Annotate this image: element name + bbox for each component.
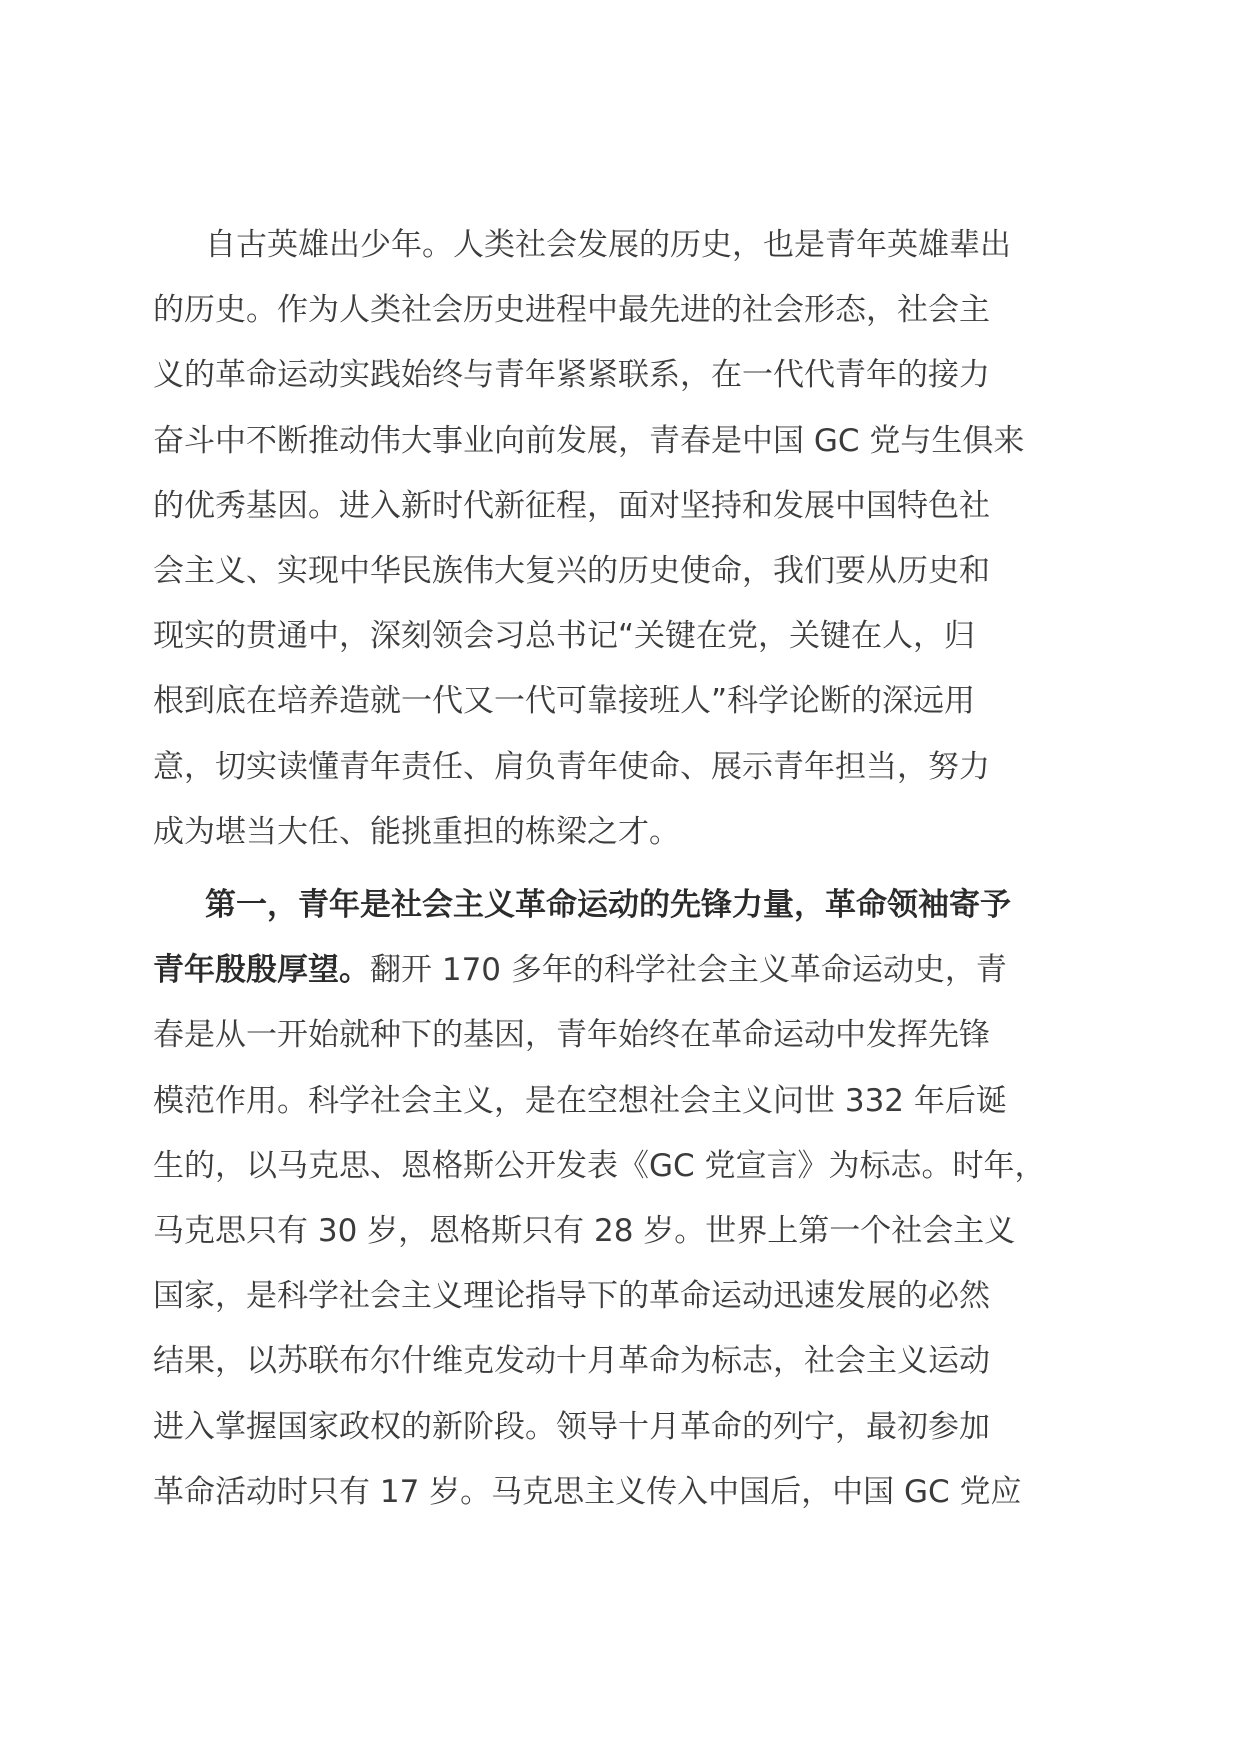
- text-line: 革命活动时只有 17 岁。马克思主义传入中国后，中国 GC 党应: [153, 1473, 1022, 1510]
- document-body: [153, 213, 1088, 1525]
- text-line: 的优秀基因。进入新时代新征程，面对坚持和发展中国特色社: [153, 487, 990, 524]
- text-line: 国家，是科学社会主义理论指导下的革命运动迅速发展的必然: [153, 1278, 990, 1315]
- text-line: 马克思只有 30 岁，恩格斯只有 28 岁。世界上第一个社会主义: [153, 1213, 1016, 1250]
- text-line: 生的，以马克思、恩格斯公开发表《GC 党宣言》为标志。时年，: [153, 1147, 1046, 1184]
- text-line: 会主义、实现中华民族伟大复兴的历史使命，我们要从历史和: [153, 553, 990, 590]
- text-line: 奋斗中不断推动伟大事业向前发展，青春是中国 GC 党与生俱来: [153, 422, 1025, 459]
- text-line: 自古英雄出少年。人类社会发展的历史，也是青年英雄辈出: [205, 227, 1011, 263]
- text-line: 根到底在培养造就一代又一代可靠接班人”科学论断的深远用: [153, 683, 976, 720]
- text-line: 义的革命运动实践始终与青年紧紧联系，在一代代青年的接力: [153, 357, 990, 394]
- text-line: [153, 938, 1088, 1003]
- text-line: 模范作用。科学社会主义，是在空想社会主义问世 332 年后诞: [153, 1082, 1007, 1119]
- text-line: 的历史。作为人类社会历史进程中最先进的社会形态，社会主: [153, 292, 990, 329]
- text-line-rest: 翻开 170 多年的科学社会主义革命运动史，青: [370, 952, 1007, 989]
- text-line: 成为堪当大任、能挑重担的栋梁之才。: [153, 813, 680, 850]
- text-line: 进入掌握国家政权的新阶段。领导十月革命的列宁，最初参加: [153, 1408, 990, 1445]
- text-line: 春是从一开始就种下的基因，青年始终在革命运动中发挥先锋: [153, 1017, 990, 1054]
- paragraph-intro: [153, 213, 1088, 865]
- section-heading-line: 第一，青年是社会主义革命运动的先锋力量，革命领袖寄予: [205, 887, 1011, 924]
- text-line: 现实的贯通中，深刻领会习总书记“关键在党，关键在人，归: [153, 618, 976, 655]
- text-line: 结果，以苏联布尔什维克发动十月革命为标志，社会主义运动: [153, 1343, 990, 1380]
- section-heading-tail: 青年殷殷厚望。: [153, 952, 370, 989]
- text-line: 意，切实读懂青年责任、肩负青年使命、展示青年担当，努力: [153, 748, 990, 785]
- paragraph-first-point: [153, 873, 1088, 1525]
